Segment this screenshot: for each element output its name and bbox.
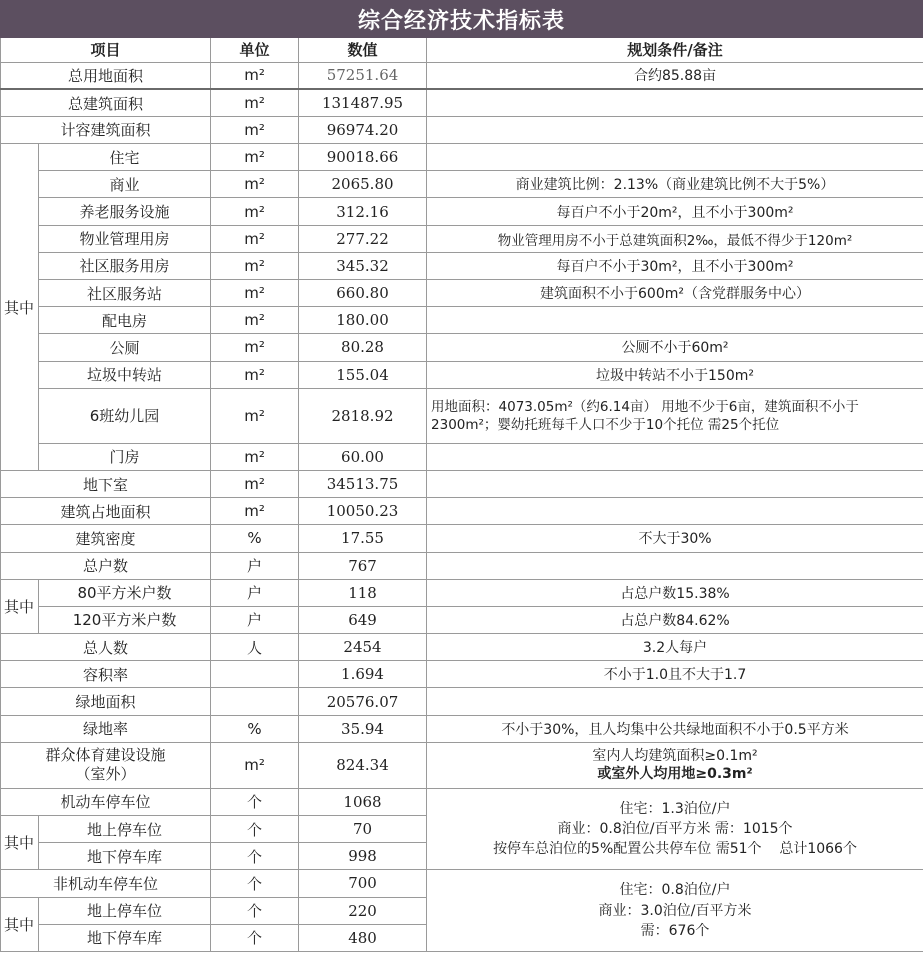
row-note	[427, 144, 923, 171]
row-unit: m²	[211, 62, 299, 89]
row-unit: 人	[211, 634, 299, 661]
header-value: 数值	[299, 38, 427, 62]
table-row	[1, 144, 923, 171]
row-unit: m²	[211, 361, 299, 388]
row-item: 总人数	[1, 634, 211, 661]
row-value: 155.04	[299, 361, 427, 388]
row-item: 地下停车库	[39, 843, 211, 870]
row-value: 2454	[299, 634, 427, 661]
row-note	[427, 307, 923, 334]
row-note	[427, 688, 923, 715]
table-row	[1, 171, 923, 198]
row-value: 649	[299, 606, 427, 633]
row-note	[427, 116, 923, 143]
row-item: 非机动车停车位	[1, 870, 211, 897]
row-unit: 个	[211, 788, 299, 815]
row-value: 57251.64	[299, 62, 427, 89]
row-value: 767	[299, 552, 427, 579]
row-value: 96974.20	[299, 116, 427, 143]
row-item: 配电房	[39, 307, 211, 334]
table-row	[1, 606, 923, 633]
table-row	[1, 715, 923, 742]
row-unit: 个	[211, 897, 299, 924]
row-item: 门房	[39, 443, 211, 470]
car-note-line1: 住宅：1.3泊位/户	[619, 800, 731, 817]
row-item: 住宅	[39, 144, 211, 171]
table-row	[1, 307, 923, 334]
table-row	[1, 388, 923, 443]
row-note: 不小于1.0且不大于1.7	[427, 661, 923, 688]
row-item: 绿地率	[1, 715, 211, 742]
row-item: 120平方米户数	[39, 606, 211, 633]
row-unit: m²	[211, 280, 299, 307]
table-row	[1, 688, 923, 715]
row-unit: 个	[211, 843, 299, 870]
row-item: 物业管理用房	[39, 225, 211, 252]
table-row	[1, 634, 923, 661]
row-value: 180.00	[299, 307, 427, 334]
row-note	[427, 498, 923, 525]
car-note-line3: 按停车总泊位的5%配置公共停车位 需51个 总计1066个	[493, 841, 857, 858]
row-unit: m²	[211, 498, 299, 525]
row-item: 容积率	[1, 661, 211, 688]
group-label-qizhong: 其中	[1, 897, 39, 951]
row-item: 地上停车位	[39, 816, 211, 843]
row-note: 公厕不小于60m²	[427, 334, 923, 361]
row-value: 480	[299, 924, 427, 951]
row-note: 占总户数15.38%	[427, 579, 923, 606]
row-value: 1068	[299, 788, 427, 815]
row-value: 312.16	[299, 198, 427, 225]
row-item: 80平方米户数	[39, 579, 211, 606]
bike-parking-note	[427, 870, 923, 952]
row-item: 商业	[39, 171, 211, 198]
table-row	[1, 361, 923, 388]
row-note: 用地面积：4073.05m²（约6.14亩） 用地不少于6亩，建筑面积不小于2300m²；婴幼托班每千人口不少于10个托位 需25个托位	[427, 388, 923, 443]
table-row	[1, 525, 923, 552]
header-item: 项目	[1, 38, 211, 62]
table-title: 综合经济技术指标表	[0, 0, 923, 38]
group-label-qizhong: 其中	[1, 144, 39, 471]
row-item: 建筑密度	[1, 525, 211, 552]
row-note	[427, 552, 923, 579]
row-value: 118	[299, 579, 427, 606]
row-unit: m²	[211, 307, 299, 334]
row-unit: %	[211, 715, 299, 742]
row-item: 6班幼儿园	[39, 388, 211, 443]
row-note: 每百户不小于20m²，且不小于300m²	[427, 198, 923, 225]
row-unit: 户	[211, 606, 299, 633]
row-note	[427, 742, 923, 788]
table-row	[1, 252, 923, 279]
row-item: 建筑占地面积	[1, 498, 211, 525]
table-row	[1, 552, 923, 579]
row-unit	[211, 661, 299, 688]
row-item: 公厕	[39, 334, 211, 361]
row-value: 700	[299, 870, 427, 897]
row-item: 养老服务设施	[39, 198, 211, 225]
row-unit: m²	[211, 388, 299, 443]
row-unit: m²	[211, 171, 299, 198]
row-item: 地下停车库	[39, 924, 211, 951]
table-row	[1, 870, 923, 897]
row-value: 345.32	[299, 252, 427, 279]
table-row	[1, 198, 923, 225]
row-unit: m²	[211, 198, 299, 225]
row-item: 地上停车位	[39, 897, 211, 924]
bike-note-line3: 需：676个	[640, 922, 710, 939]
car-note-line2: 商业：0.8泊位/百平方米 需：1015个	[557, 820, 793, 837]
row-item: 垃圾中转站	[39, 361, 211, 388]
row-unit: 户	[211, 579, 299, 606]
row-value: 131487.95	[299, 89, 427, 116]
row-value: 220	[299, 897, 427, 924]
row-note: 不小于30%，且人均集中公共绿地面积不小于0.5平方米	[427, 715, 923, 742]
row-unit	[211, 688, 299, 715]
row-value: 80.28	[299, 334, 427, 361]
row-unit: m²	[211, 470, 299, 497]
row-note	[427, 443, 923, 470]
table-row	[1, 62, 923, 89]
row-value: 90018.66	[299, 144, 427, 171]
row-item-line1: 群众体育建设设施	[45, 745, 166, 764]
row-note: 合约85.88亩	[427, 62, 923, 89]
row-item: 计容建筑面积	[1, 116, 211, 143]
row-value: 70	[299, 816, 427, 843]
row-value: 60.00	[299, 443, 427, 470]
bike-note-line1: 住宅：0.8泊位/户	[619, 882, 731, 899]
row-item: 机动车停车位	[1, 788, 211, 815]
table-row	[1, 225, 923, 252]
row-item	[1, 742, 211, 788]
row-item-line2: （室外）	[75, 765, 136, 784]
table-row	[1, 280, 923, 307]
row-unit: m²	[211, 334, 299, 361]
row-note: 不大于30%	[427, 525, 923, 552]
row-unit: 户	[211, 552, 299, 579]
table-row	[1, 443, 923, 470]
table-row	[1, 579, 923, 606]
car-parking-note	[427, 788, 923, 870]
row-value: 2065.80	[299, 171, 427, 198]
row-item: 总用地面积	[1, 62, 211, 89]
row-value: 17.55	[299, 525, 427, 552]
header-row	[1, 38, 923, 62]
row-note: 3.2人每户	[427, 634, 923, 661]
row-note-line1: 室内人均建筑面积≥0.1m²	[592, 748, 758, 765]
row-unit: m²	[211, 225, 299, 252]
row-item: 总户数	[1, 552, 211, 579]
table-row	[1, 498, 923, 525]
row-unit: 个	[211, 924, 299, 951]
header-unit: 单位	[211, 38, 299, 62]
row-item: 绿地面积	[1, 688, 211, 715]
indicator-table	[0, 38, 923, 952]
row-note: 商业建筑比例：2.13%（商业建筑比例不大于5%）	[427, 171, 923, 198]
row-note: 占总户数84.62%	[427, 606, 923, 633]
row-value: 20576.07	[299, 688, 427, 715]
row-note: 每百户不小于30m²，且不小于300m²	[427, 252, 923, 279]
row-unit: m²	[211, 144, 299, 171]
row-unit: 个	[211, 870, 299, 897]
row-unit: m²	[211, 116, 299, 143]
row-value: 277.22	[299, 225, 427, 252]
group-label-qizhong: 其中	[1, 579, 39, 633]
row-value: 998	[299, 843, 427, 870]
row-value: 824.34	[299, 742, 427, 788]
table-row	[1, 116, 923, 143]
row-item: 地下室	[1, 470, 211, 497]
row-unit: 个	[211, 816, 299, 843]
row-note: 垃圾中转站不小于150m²	[427, 361, 923, 388]
table-row	[1, 334, 923, 361]
row-note	[427, 470, 923, 497]
row-item: 社区服务站	[39, 280, 211, 307]
row-value: 10050.23	[299, 498, 427, 525]
table-row	[1, 470, 923, 497]
row-unit: %	[211, 525, 299, 552]
row-unit: m²	[211, 89, 299, 116]
row-item: 总建筑面积	[1, 89, 211, 116]
row-value: 35.94	[299, 715, 427, 742]
bike-note-line2: 商业：3.0泊位/百平方米	[598, 902, 752, 919]
row-note-line2: 或室外人均用地≥0.3m²	[597, 766, 753, 783]
row-item: 社区服务用房	[39, 252, 211, 279]
row-note: 建筑面积不小于600m²（含党群服务中心）	[427, 280, 923, 307]
header-note: 规划条件/备注	[427, 38, 923, 62]
row-note	[427, 89, 923, 116]
row-value: 1.694	[299, 661, 427, 688]
row-value: 2818.92	[299, 388, 427, 443]
table-row	[1, 788, 923, 815]
row-unit: m²	[211, 742, 299, 788]
row-unit: m²	[211, 443, 299, 470]
row-value: 660.80	[299, 280, 427, 307]
row-value: 34513.75	[299, 470, 427, 497]
group-label-qizhong: 其中	[1, 816, 39, 870]
table-row	[1, 89, 923, 116]
row-note: 物业管理用房不小于总建筑面积2‰，最低不得少于120m²	[427, 225, 923, 252]
table-row	[1, 742, 923, 788]
table-row	[1, 661, 923, 688]
row-unit: m²	[211, 252, 299, 279]
